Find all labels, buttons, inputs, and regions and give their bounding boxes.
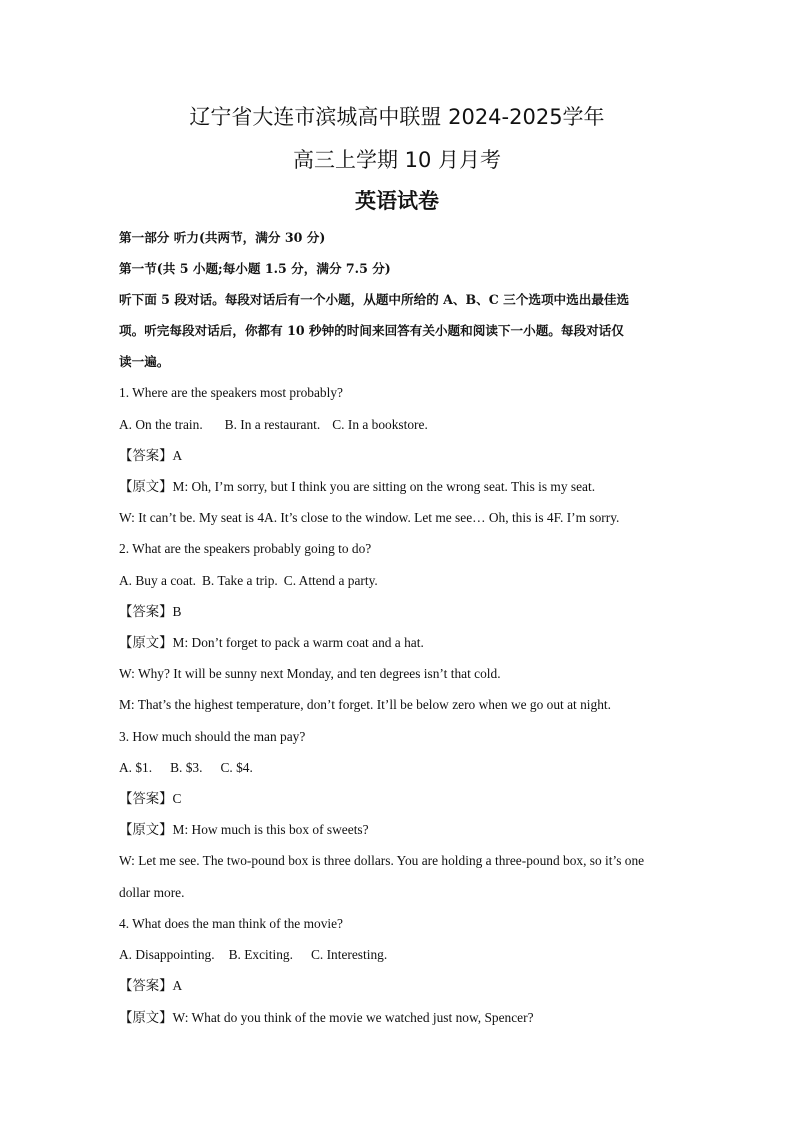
question-options — [119, 946, 689, 964]
option-b: B. $3. — [170, 760, 203, 775]
question-stem: 3. How much should the man pay? — [119, 729, 306, 744]
transcript-line: 【原文】M: How much is this box of sweets? — [119, 822, 369, 837]
answer-line: 【答案】C — [119, 791, 182, 806]
subsection-heading: 第一节(共 5 小题;每小题 1.5 分，满分 7.5 分) — [119, 261, 391, 276]
part-heading: 第一部分 听力(共两节，满分 30 分) — [119, 230, 326, 245]
transcript-line: 【原文】M: Oh, I’m sorry, but I think you are sitting on the wrong seat. This is my seat. — [119, 479, 596, 494]
transcript-line: M: That’s the highest temperature, don’t forget. It’ll be below zero when we go out at night. — [119, 697, 611, 712]
exam-title-line1: 辽宁省大连市滨城高中联盟 2024-2025学年 — [189, 105, 605, 129]
option-a: A. $1. — [119, 760, 153, 775]
transcript-line: W: Why? It will be sunny next Monday, and ten degrees isn’t that cold. — [119, 666, 501, 681]
option-b: B. In a restaurant. — [224, 417, 321, 432]
question-options — [119, 572, 689, 590]
option-b: B. Exciting. — [228, 947, 293, 962]
option-b: B. Take a trip. — [201, 573, 278, 588]
exam-title-line2: 高三上学期 10 月月考 — [292, 148, 502, 172]
option-c: C. In a bookstore. — [332, 417, 428, 432]
transcript-line: 【原文】M: Don’t forget to pack a warm coat and a hat. — [119, 635, 424, 650]
question-options — [119, 416, 689, 434]
option-a: A. Buy a coat. — [119, 573, 196, 588]
answer-line: 【答案】B — [119, 604, 182, 619]
option-c: C. $4. — [220, 760, 253, 775]
transcript-line: W: It can’t be. My seat is 4A. It’s close to the window. Let me see… Oh, this is 4F. I’m sorry. — [119, 510, 620, 525]
question-stem: 4. What does the man think of the movie? — [119, 916, 343, 931]
transcript-line: W: Let me see. The two-pound box is three dollars. You are holding a three-pound box, so it’s one — [119, 853, 645, 868]
option-a: A. Disappointing. — [119, 947, 215, 962]
option-a: A. On the train. — [119, 417, 203, 432]
transcript-line: 【原文】W: What do you think of the movie we watched just now, Spencer? — [119, 1010, 534, 1025]
answer-line: 【答案】A — [119, 448, 183, 463]
instruction-line: 项。听完每段对话后，你都有 10 秒钟的时间来回答有关小题和阅读下一小题。每段对话仅 — [119, 323, 624, 338]
option-c: C. Interesting. — [310, 947, 388, 962]
question-stem: 2. What are the speakers probably going to do? — [119, 541, 372, 556]
instruction-line: 读一遍。 — [119, 354, 170, 369]
instruction-line: 听下面 5 段对话。每段对话后有一个小题，从题中所给的 A、B、C 三个选项中选出最佳选 — [119, 292, 630, 307]
transcript-line: dollar more. — [119, 885, 185, 900]
exam-title-line3: 英语试卷 — [355, 189, 439, 213]
question-stem: 1. Where are the speakers most probably? — [119, 385, 343, 400]
option-c: C. Attend a party. — [283, 573, 378, 588]
question-options — [119, 759, 689, 777]
answer-line: 【答案】A — [119, 978, 183, 993]
